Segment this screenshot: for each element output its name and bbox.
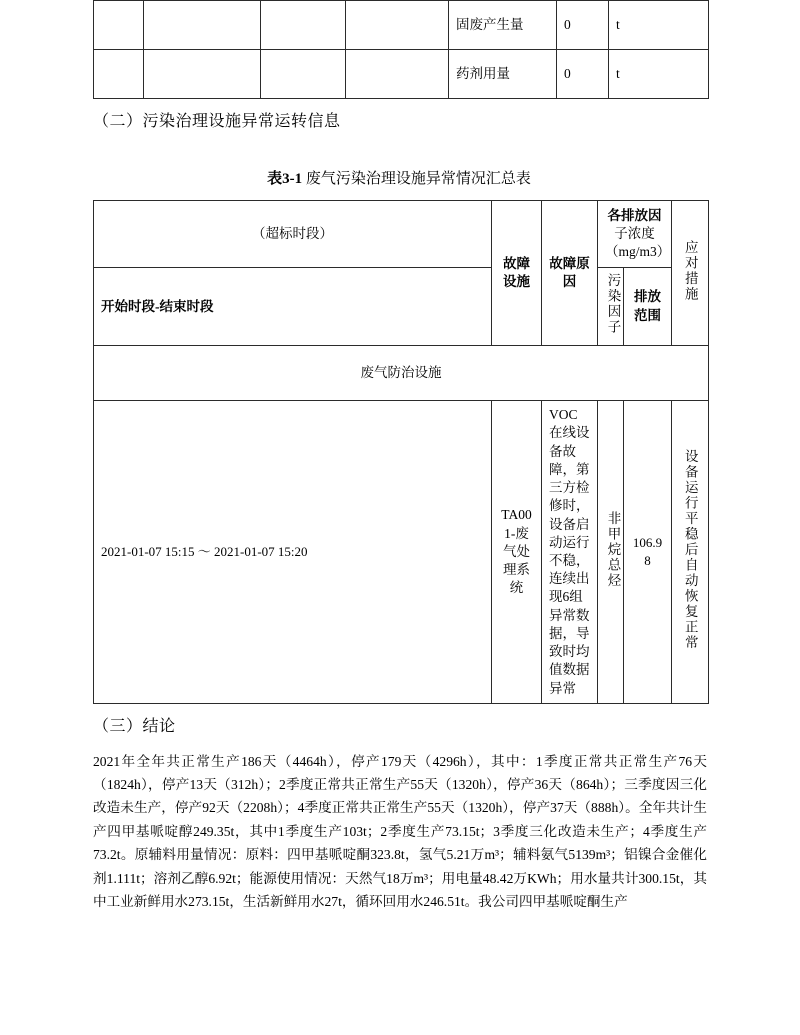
table-row xyxy=(94,50,709,99)
header-concentration-group xyxy=(598,201,672,268)
table-group-row xyxy=(94,346,709,401)
table-caption-text: 废气污染治理设施异常情况汇总表 xyxy=(302,171,531,187)
cell-blank-2 xyxy=(144,50,261,99)
header-pollutant-factor xyxy=(598,268,624,346)
table-row xyxy=(94,401,709,704)
cell-blank-1 xyxy=(94,1,144,50)
header-response-measure-text: 应对措施 xyxy=(682,239,698,302)
header-period-group: （超标时段） xyxy=(94,201,492,268)
cell-blank-4 xyxy=(346,1,449,50)
anomaly-summary-table xyxy=(93,200,709,704)
table-caption-number: 表3-1 xyxy=(267,171,303,187)
cell-response-measure xyxy=(672,401,709,704)
header-response-measure xyxy=(672,201,709,346)
continued-emissions-table xyxy=(93,0,709,99)
cell-blank-4 xyxy=(346,50,449,99)
header-period-detail-text: 开始时段-结束时段 xyxy=(101,298,214,314)
header-emission-range: 排放范围 xyxy=(624,268,672,346)
cell-indicator-value: 0 xyxy=(557,1,609,50)
header-concentration-group-rest: 子浓度（mg/m3） xyxy=(605,225,671,260)
cell-concentration: 106.98 xyxy=(624,401,672,704)
header-pollutant-factor-text: 污染因子 xyxy=(605,273,621,335)
table-row xyxy=(94,1,709,50)
header-concentration-group-bold: 各排放因 xyxy=(607,207,662,223)
cell-indicator-label: 固废产生量 xyxy=(449,1,557,50)
cell-blank-2 xyxy=(144,1,261,50)
header-period-detail xyxy=(94,268,492,346)
cell-pollutant-factor-text: 非甲烷总烃 xyxy=(605,510,621,589)
cell-indicator-unit: t xyxy=(609,50,709,99)
cell-pollutant-factor xyxy=(598,401,624,704)
table-caption xyxy=(0,167,800,188)
cell-blank-3 xyxy=(261,50,346,99)
cell-fault-facility: TA001-废气处理系统 xyxy=(492,401,542,704)
cell-fault-reason: VOC在线设备故障，第三方检修时，设备启动运行不稳，连续出现6组异常数据，导致时均值数据异常 xyxy=(542,401,598,704)
header-fault-reason: 故障原因 xyxy=(542,201,598,346)
cell-indicator-unit: t xyxy=(609,1,709,50)
cell-blank-1 xyxy=(94,50,144,99)
section-heading-two: （二）污染治理设施异常运转信息 xyxy=(93,113,341,130)
group-row-label: 废气防治设施 xyxy=(94,346,709,401)
cell-indicator-label: 药剂用量 xyxy=(449,50,557,99)
conclusion-paragraph: 2021年全年共正常生产186天（4464h），停产179天（4296h），其中：1季度正常共正常生产76天（1824h），停产13天（312h）；2季度正常共正常生产55天（1320h），停产36天（864h）；三季度因三化改造未生产，停产92天（2208h）；4季度正常共正常生产55天（1320h），停产37天（888h）。全年共计生产四甲基哌啶醇249.35t，其中1季度生产103t；2季度生产73.15t；3季度三化改造未生产；4季度生产73.2t。原辅料用量情况：原料：四甲基哌啶酮323.8t，氢气5.21万m³；辅料氨气5139m³；铝镍合金催化剂1.111t；溶剂乙醇6.92t；能源使用情况：天然气18万m³；用电量48.42万KWh；用水量共计300.15t，其中工业新鲜用水273.15t，生活新鲜用水27t，循环回用水246.51t。我公司四甲基哌啶酮生产 xyxy=(93,753,707,909)
cell-blank-3 xyxy=(261,1,346,50)
cell-indicator-value: 0 xyxy=(557,50,609,99)
section-heading-three: （三）结论 xyxy=(93,717,176,735)
cell-time-range: 2021-01-07 15:15 ～ 2021-01-07 15:20 xyxy=(94,401,492,704)
table-header-row-1 xyxy=(94,201,709,268)
cell-response-measure-text: 设备运行平稳后自动恢复正常 xyxy=(682,448,698,651)
table-header-row-2 xyxy=(94,268,709,346)
header-fault-facility: 故障设施 xyxy=(492,201,542,346)
